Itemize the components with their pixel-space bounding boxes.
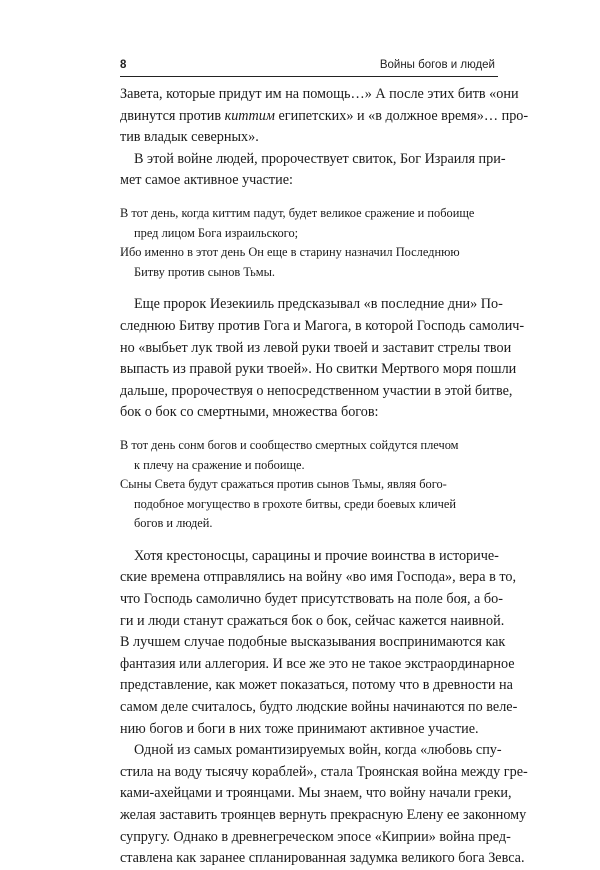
text-line: следнюю Битву против Гога и Магога, в которой Господь самолич- bbox=[120, 317, 525, 334]
text-line: ставлена как заранее спланированная задумка великого бога Зевса. bbox=[120, 850, 525, 867]
quote-line: Ибо именно в этот день Он еще в старину назначил Последнюю bbox=[120, 245, 460, 260]
text-line: бок о бок со смертными, множества богов: bbox=[120, 404, 379, 421]
text-line: тив владык северных». bbox=[120, 129, 259, 146]
spacer bbox=[120, 282, 498, 294]
quote-line: Битву против сынов Тьмы. bbox=[134, 264, 276, 279]
quote-line: Сыны Света будут сражаться против сынов Тьмы, являя бого- bbox=[120, 477, 447, 492]
text-line: но «выбьет лук твой из левой руки твоей и заставит стрелы твои bbox=[120, 339, 512, 356]
header-rule bbox=[120, 76, 498, 77]
text-line: В лучшем случае подобные высказывания воспринимаются как bbox=[120, 634, 506, 651]
text-line: ги и люди станут сражаться бок о бок, сейчас кажется наивной. bbox=[120, 612, 505, 629]
text-line: двинутся против киттим египетских» и «в должное время»… про- bbox=[120, 107, 529, 124]
text-line: Завета, которые придут им на помощь…» А после этих битв «они bbox=[120, 86, 519, 102]
page-header bbox=[120, 59, 495, 77]
quote-line: В тот день сонм богов и сообщество смертных сойдутся плечом bbox=[120, 437, 459, 452]
text-line: ками-ахейцами и троянцами. Мы знаем, что войну начали греки, bbox=[120, 785, 512, 802]
text-line: дальше, пророчествуя о непосредственном участии в этой битве, bbox=[120, 382, 513, 399]
quote-line: подобное могущество в грохоте битвы, среди боевых кличей bbox=[134, 496, 456, 511]
text-line: желая заставить троянцев вернуть прекрасную Елену ее законному bbox=[120, 807, 527, 823]
text-line: В этой войне людей, пророчествует свиток, Бог Израиля при- bbox=[134, 150, 506, 167]
spacer bbox=[120, 192, 498, 204]
text-line: что Господь самолично будет присутствовать на поле боя, а бо- bbox=[120, 591, 503, 608]
text-line: ские времена отправлялись на войну «во имя Господа», вера в то, bbox=[120, 569, 516, 586]
spacer bbox=[120, 424, 498, 436]
text-line: выпасть из правой руки твоей». Но свитки Мертвого моря пошли bbox=[120, 361, 517, 378]
text-line: Хотя крестоносцы, сарацины и прочие воинства в историче- bbox=[134, 547, 499, 564]
text-line: нию богов и боги в них тоже принимают активное участие. bbox=[120, 720, 479, 737]
page-body bbox=[120, 84, 529, 870]
text-line: Еще пророк Иезекииль предсказывал «в последние дни» По- bbox=[134, 296, 503, 313]
quote-line: пред лицом Бога израильского; bbox=[134, 225, 299, 240]
running-title: Войны богов и людей bbox=[379, 59, 495, 71]
quote-line: к плечу на сражение и побоище. bbox=[134, 457, 305, 472]
text-line: мет самое активное участие: bbox=[120, 172, 293, 189]
quote-line: богов и людей. bbox=[134, 516, 213, 531]
italic-term: киттим bbox=[224, 107, 275, 124]
text-line: представление, как может показаться, потому что в древности на bbox=[120, 677, 513, 694]
text-line: фантазия или аллегория. И все же это не такое экстраординарное bbox=[120, 655, 515, 672]
text-line: самом деле считалось, будто людские войны начинаются по веле- bbox=[120, 699, 518, 716]
text-line: стила на воду тысячу кораблей», стала Троянская война между гре- bbox=[120, 763, 528, 780]
text-line: Одной из самых романтизируемых войн, когда «любовь спу- bbox=[134, 742, 502, 759]
page-number: 8 bbox=[120, 59, 127, 71]
quote-line: В тот день, когда киттим падут, будет великое сражение и побоище bbox=[120, 205, 475, 220]
spacer bbox=[120, 534, 498, 546]
text-line: супругу. Однако в древнегреческом эпосе «Киприи» война пред- bbox=[120, 828, 511, 845]
